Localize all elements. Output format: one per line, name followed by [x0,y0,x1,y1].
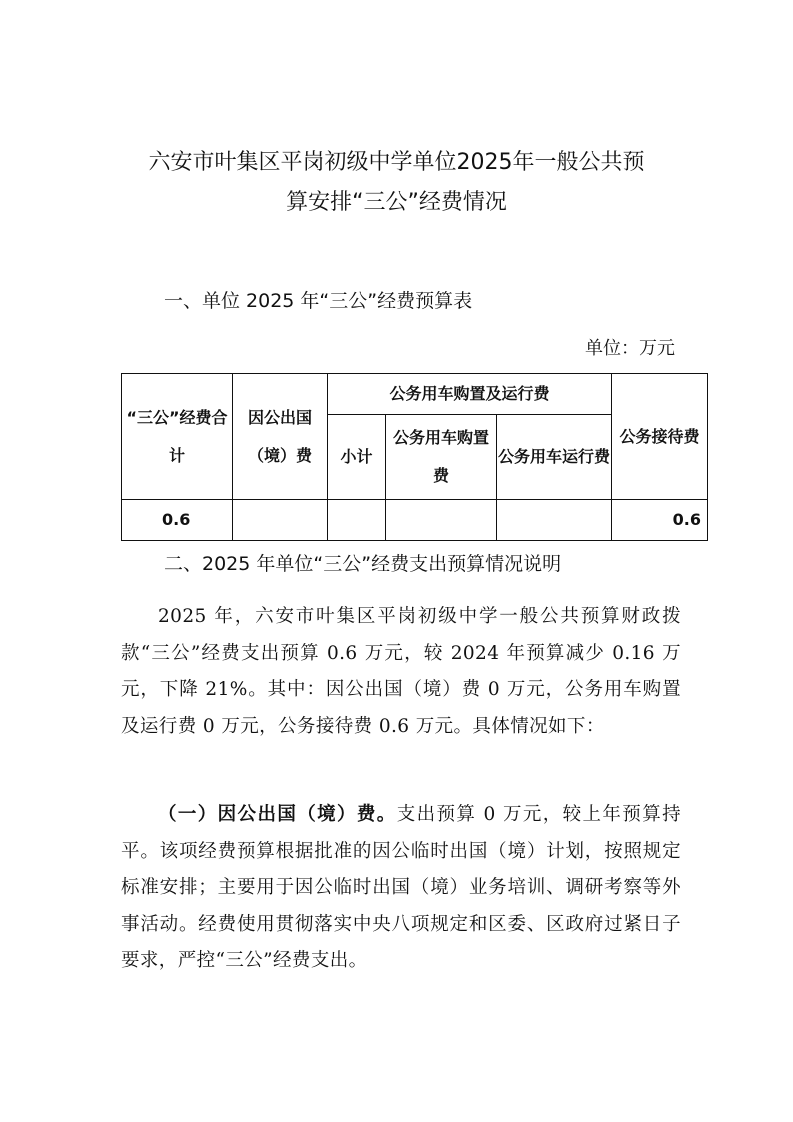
header-vehicle-purchase-cell [386,415,497,500]
header-abroad-cell [233,374,328,500]
value-vehicle-operation [497,500,612,541]
value-total: 0.6 [122,500,233,541]
header-vehicle-group-cell [328,374,612,415]
paragraph-summary: 2025 年，六安市叶集区平岗初级中学一般公共预算财政拨款“三公”经费支出预算 0.6 万元，较 2024 年预算减少 0.16 万元，下降 21%。其中：因公出国（境）费 0 万元，公务用车购置及运行费 0 万元，公务接待费 0.6 万元。具体情况如下： [121,606,681,737]
paragraph-abroad-body: 支出预算 0 万元，较上年预算持平。该项经费预算根据批准的因公临时出国（境）计划，按照规定标准安排；主要用于因公临时出国（境）业务培训、调研考察等外事活动。经费使用贯彻落实中央八项规定和区委、区政府过紧日子要求，严控“三公”经费支出。 [121,804,681,971]
value-vehicle-purchase [386,500,497,541]
header-vehicle-operation: 公务用车运行费 [497,447,610,466]
header-vehicle-subtotal: 小计 [340,447,373,466]
value-vehicle-subtotal [328,500,386,541]
header-reception-cell [612,374,708,500]
header-total-cell [122,374,233,500]
section-2-heading: 二、2025 年单位“三公”经费支出预算情况说明 [164,553,562,575]
header-reception: 公务接待费 [619,426,700,446]
header-vehicle-subtotal-cell [328,415,386,500]
budget-table [121,373,708,541]
section-1-heading: 一、单位 2025 年“三公”经费预算表 [164,290,473,312]
paragraph-abroad-lead: （一）因公出国（境）费。 [158,804,397,825]
unit-label: 单位：万元 [585,338,675,359]
header-vehicle-purchase: 公务用车购置费 [392,428,489,485]
paragraph-abroad [121,797,681,980]
header-total: “三公”经费合计 [126,407,228,465]
value-abroad [233,500,328,541]
document-title-line-1: 六安市叶集区平岗初级中学单位2025年一般公共预 [148,150,645,175]
table-row [122,500,708,541]
header-vehicle-group: 公务用车购置及运行费 [389,384,550,403]
document-title-line-2: 算安排“三公”经费情况 [286,190,507,215]
header-abroad: 因公出国（境）费 [247,407,312,465]
value-reception: 0.6 [612,500,708,541]
header-vehicle-operation-cell [497,415,612,500]
